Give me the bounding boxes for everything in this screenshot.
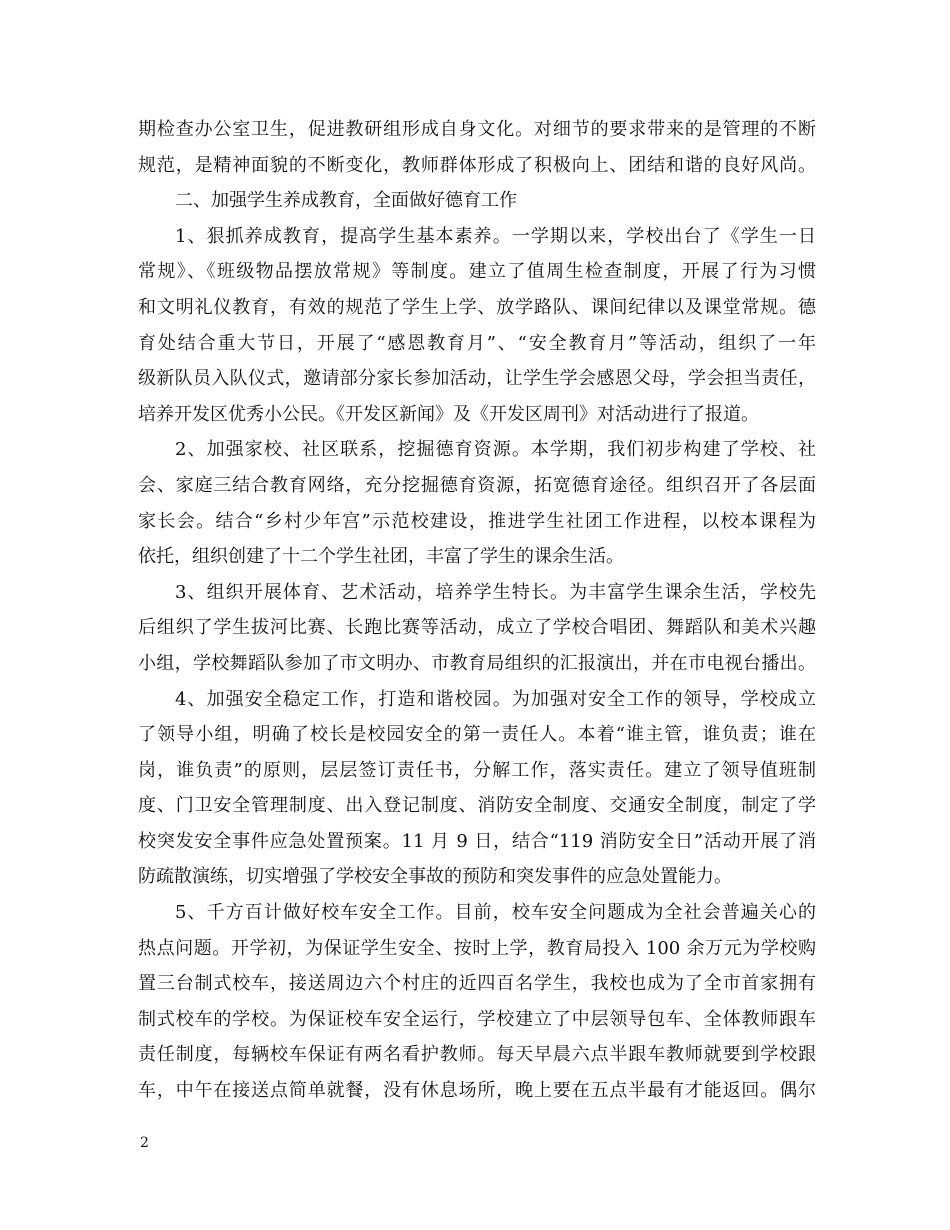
page-number: 2: [140, 1135, 149, 1151]
document-body: [138, 112, 816, 1109]
text-line: 1、狠抓养成教育，提高学生基本素养。一学期以来，学校出台了《学生一日: [175, 225, 816, 247]
text-line: 责任制度，每辆校车保证有两名看护教师。每天早晨六点半跟车教师就要到学校跟: [138, 1044, 816, 1066]
text-line: 期检查办公室卫生，促进教研组形成自身文化。对细节的要求带来的是管理的不断: [138, 119, 816, 140]
text-line: 培养开发区优秀小公民。《开发区新闻》及《开发区周刊》对活动进行了报道。: [138, 403, 759, 425]
text-line: 热点问题。开学初，为保证学生安全、按时上学，教育局投入 100 余万元为学校购: [138, 937, 816, 959]
text-line: 会、家庭三结合教育网络，充分挖掘德育资源，拓宽德育途径。组织召开了各层面: [138, 474, 816, 496]
text-line: 制式校车的学校。为保证校车安全运行，学校建立了中层领导包车、全体教师跟车: [138, 1008, 816, 1030]
text-line: 车，中午在接送点简单就餐，没有休息场所，晚上要在五点半最有才能返回。偶尔: [138, 1080, 816, 1102]
text-line: 置三台制式校车，接送周边六个村庄的近四百名学生，我校也成为了全市首家拥有: [138, 973, 816, 995]
text-line: 度、门卫安全管理制度、出入登记制度、消防安全制度、交通安全制度，制定了学: [138, 795, 816, 817]
text-line: 校突发安全事件应急处置预案。11 月 9 日，结合“119 消防安全日”活动开展了消: [138, 830, 816, 852]
text-line: 5、千方百计做好校车安全工作。目前，校车安全问题成为全社会普遍关心的: [175, 902, 816, 924]
text-line: 了领导小组，明确了校长是校园安全的第一责任人。本着“谁主管，谁负责；谁在: [138, 724, 816, 746]
text-line: 育处结合重大节日，开展了“感恩教育月”、“安全教育月”等活动，组织了一年: [138, 332, 816, 354]
text-line: 4、加强安全稳定工作，打造和谐校园。为加强对安全工作的领导，学校成立: [175, 688, 816, 710]
text-line: 和文明礼仪教育，有效的规范了学生上学、放学路队、课间纪律以及课堂常规。德: [138, 296, 816, 318]
text-line: 家长会。结合“乡村少年宫”示范校建设，推进学生社团工作进程，以校本课程为: [138, 510, 816, 532]
text-line: 防疏散演练，切实增强了学校安全事故的预防和突发事件的应急处置能力。: [138, 866, 732, 888]
section-heading: 二、加强学生养成教育，全面做好德育工作: [175, 190, 517, 212]
text-line: 3、组织开展体育、艺术活动，培养学生特长。为丰富学生课余生活，学校先: [175, 581, 816, 603]
text-line: 2、加强家校、社区联系，挖掘德育资源。本学期，我们初步构建了学校、社: [175, 439, 816, 461]
text-line: 依托，组织创建了十二个学生社团，丰富了学生的课余生活。: [138, 546, 624, 568]
text-line: 后组织了学生拔河比赛、长跑比赛等活动，成立了学校合唱团、舞蹈队和美术兴趣: [138, 617, 816, 639]
text-line: 岗，谁负责”的原则，层层签订责任书，分解工作，落实责任。建立了领导值班制: [138, 759, 816, 781]
text-line: 规范，是精神面貌的不断变化，教师群体形成了积极向上、团结和谐的良好风尚。: [138, 154, 816, 176]
text-line: 常规》、《班级物品摆放常规》等制度。建立了值周生检查制度，开展了行为习惯: [138, 261, 816, 283]
text-line: 级新队员入队仪式，邀请部分家长参加活动，让学生学会感恩父母，学会担当责任，: [138, 368, 816, 390]
text-line: 小组，学校舞蹈队参加了市文明办、市教育局组织的汇报演出，并在市电视台播出。: [138, 652, 816, 674]
